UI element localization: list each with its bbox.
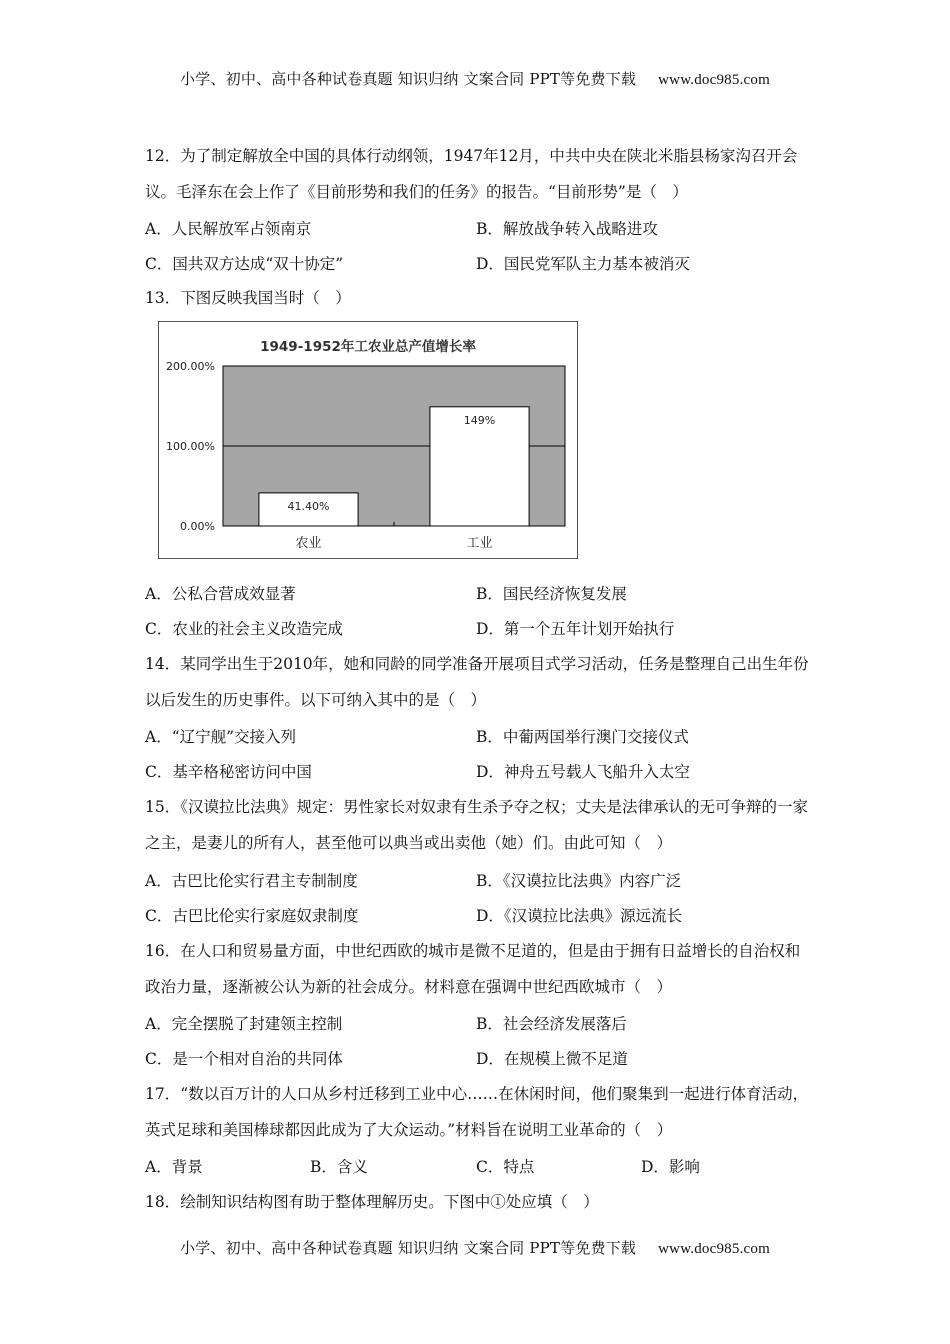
chart-title: 1949-1952年工农业总产值增长率 bbox=[260, 339, 476, 355]
q16-option-c: C．是一个相对自治的共同体 bbox=[145, 1050, 343, 1068]
q15-option-b: B．《汉谟拉比法典》内容广泛 bbox=[476, 872, 682, 890]
q17-option-b: B．含义 bbox=[310, 1158, 368, 1176]
y-tick-label: 100.00% bbox=[166, 440, 215, 453]
question-14-stem: 14．某同学出生于2010年，她和同龄的同学准备开展项目式学习活动，任务是整理自己出生年份以后发生的历史事件。以下可纳入其中的是（ ） bbox=[145, 655, 809, 709]
q14-option-d: D．神舟五号载人飞船升入太空 bbox=[476, 763, 690, 781]
q16-option-b: B．社会经济发展落后 bbox=[476, 1015, 627, 1033]
x-tick-label: 农业 bbox=[295, 536, 322, 551]
q15-option-c: C．古巴比伦实行家庭奴隶制度 bbox=[145, 907, 359, 925]
q13-option-b: B．国民经济恢复发展 bbox=[476, 585, 627, 603]
question-17-stem: 17．“数以百万计的人口从乡村迁移到工业中心……在休闲时间，他们聚集到一起进行体育活动，英式足球和美国棒球都因此成为了大众运动。”材料旨在说明工业革命的（ ） bbox=[145, 1085, 809, 1139]
header-site-link[interactable]: www.doc985.com bbox=[658, 72, 770, 88]
q14-option-c: C．基辛格秘密访问中国 bbox=[145, 763, 312, 781]
x-axis-labels bbox=[295, 536, 492, 551]
question-13-stem: 13．下图反映我国当时（ ） bbox=[145, 289, 351, 307]
footer-site-link[interactable]: www.doc985.com bbox=[658, 1241, 770, 1257]
header-title: 小学、初中、高中各种试卷真题 知识归纳 文案合同 PPT等免费下载 bbox=[180, 70, 637, 88]
chart-svg bbox=[159, 322, 577, 558]
footer-title: 小学、初中、高中各种试卷真题 知识归纳 文案合同 PPT等免费下载 bbox=[180, 1239, 637, 1257]
q14-option-b: B．中葡两国举行澳门交接仪式 bbox=[476, 728, 689, 746]
q15-option-a: A．古巴比伦实行君主专制制度 bbox=[145, 872, 358, 890]
question-18-stem: 18．绘制知识结构图有助于整体理解历史。下图中①处应填（ ） bbox=[145, 1193, 599, 1211]
question-16-stem: 16．在人口和贸易量方面，中世纪西欧的城市是微不足道的，但是由于拥有日益增长的自治权和政治力量，逐渐被公认为新的社会成分。材料意在强调中世纪西欧城市（ ） bbox=[145, 942, 801, 996]
growth-rate-chart bbox=[158, 321, 578, 559]
q13-option-d: D．第一个五年计划开始执行 bbox=[476, 620, 675, 638]
q17-option-a: A．背景 bbox=[145, 1158, 203, 1176]
question-12-stem: 12．为了制定解放全中国的具体行动纲领，1947年12月，中共中央在陕北米脂县杨家沟召开会议。毛泽东在会上作了《目前形势和我们的任务》的报告。“目前形势”是（ ） bbox=[145, 147, 798, 201]
q12-option-b: B．解放战争转入战略进攻 bbox=[476, 220, 658, 238]
q16-option-d: D．在规模上微不足道 bbox=[476, 1050, 628, 1068]
page-footer bbox=[0, 1237, 950, 1258]
page-header bbox=[0, 68, 950, 89]
q12-option-a: A．人民解放军占领南京 bbox=[145, 220, 312, 238]
y-axis-ticks bbox=[166, 360, 215, 533]
q17-option-d: D．影响 bbox=[641, 1158, 700, 1176]
q12-option-c: C．国共双方达成“双十协定” bbox=[145, 255, 344, 273]
q16-option-a: A．完全摆脱了封建领主控制 bbox=[145, 1015, 343, 1033]
y-tick-label: 0.00% bbox=[180, 520, 215, 533]
y-tick-label: 200.00% bbox=[166, 360, 215, 373]
q14-option-a: A．“辽宁舰”交接入列 bbox=[145, 728, 297, 746]
q17-option-c: C．特点 bbox=[476, 1158, 535, 1176]
q13-option-c: C．农业的社会主义改造完成 bbox=[145, 620, 343, 638]
q12-option-d: D．国民党军队主力基本被消灭 bbox=[476, 255, 690, 273]
bar-value-label: 149% bbox=[463, 413, 496, 427]
bar-value-label: 41.40% bbox=[287, 499, 330, 513]
x-tick-label: 工业 bbox=[466, 536, 493, 551]
q13-option-a: A．公私合营成效显著 bbox=[145, 585, 296, 603]
question-15-stem: 15．《汉谟拉比法典》规定：男性家长对奴隶有生杀予夺之权；丈夫是法律承认的无可争辩的一家之主，是妻儿的所有人，甚至他可以典当或出卖他（她）们。由此可知（ ） bbox=[145, 798, 808, 852]
q15-option-d: D．《汉谟拉比法典》源远流长 bbox=[476, 907, 683, 925]
